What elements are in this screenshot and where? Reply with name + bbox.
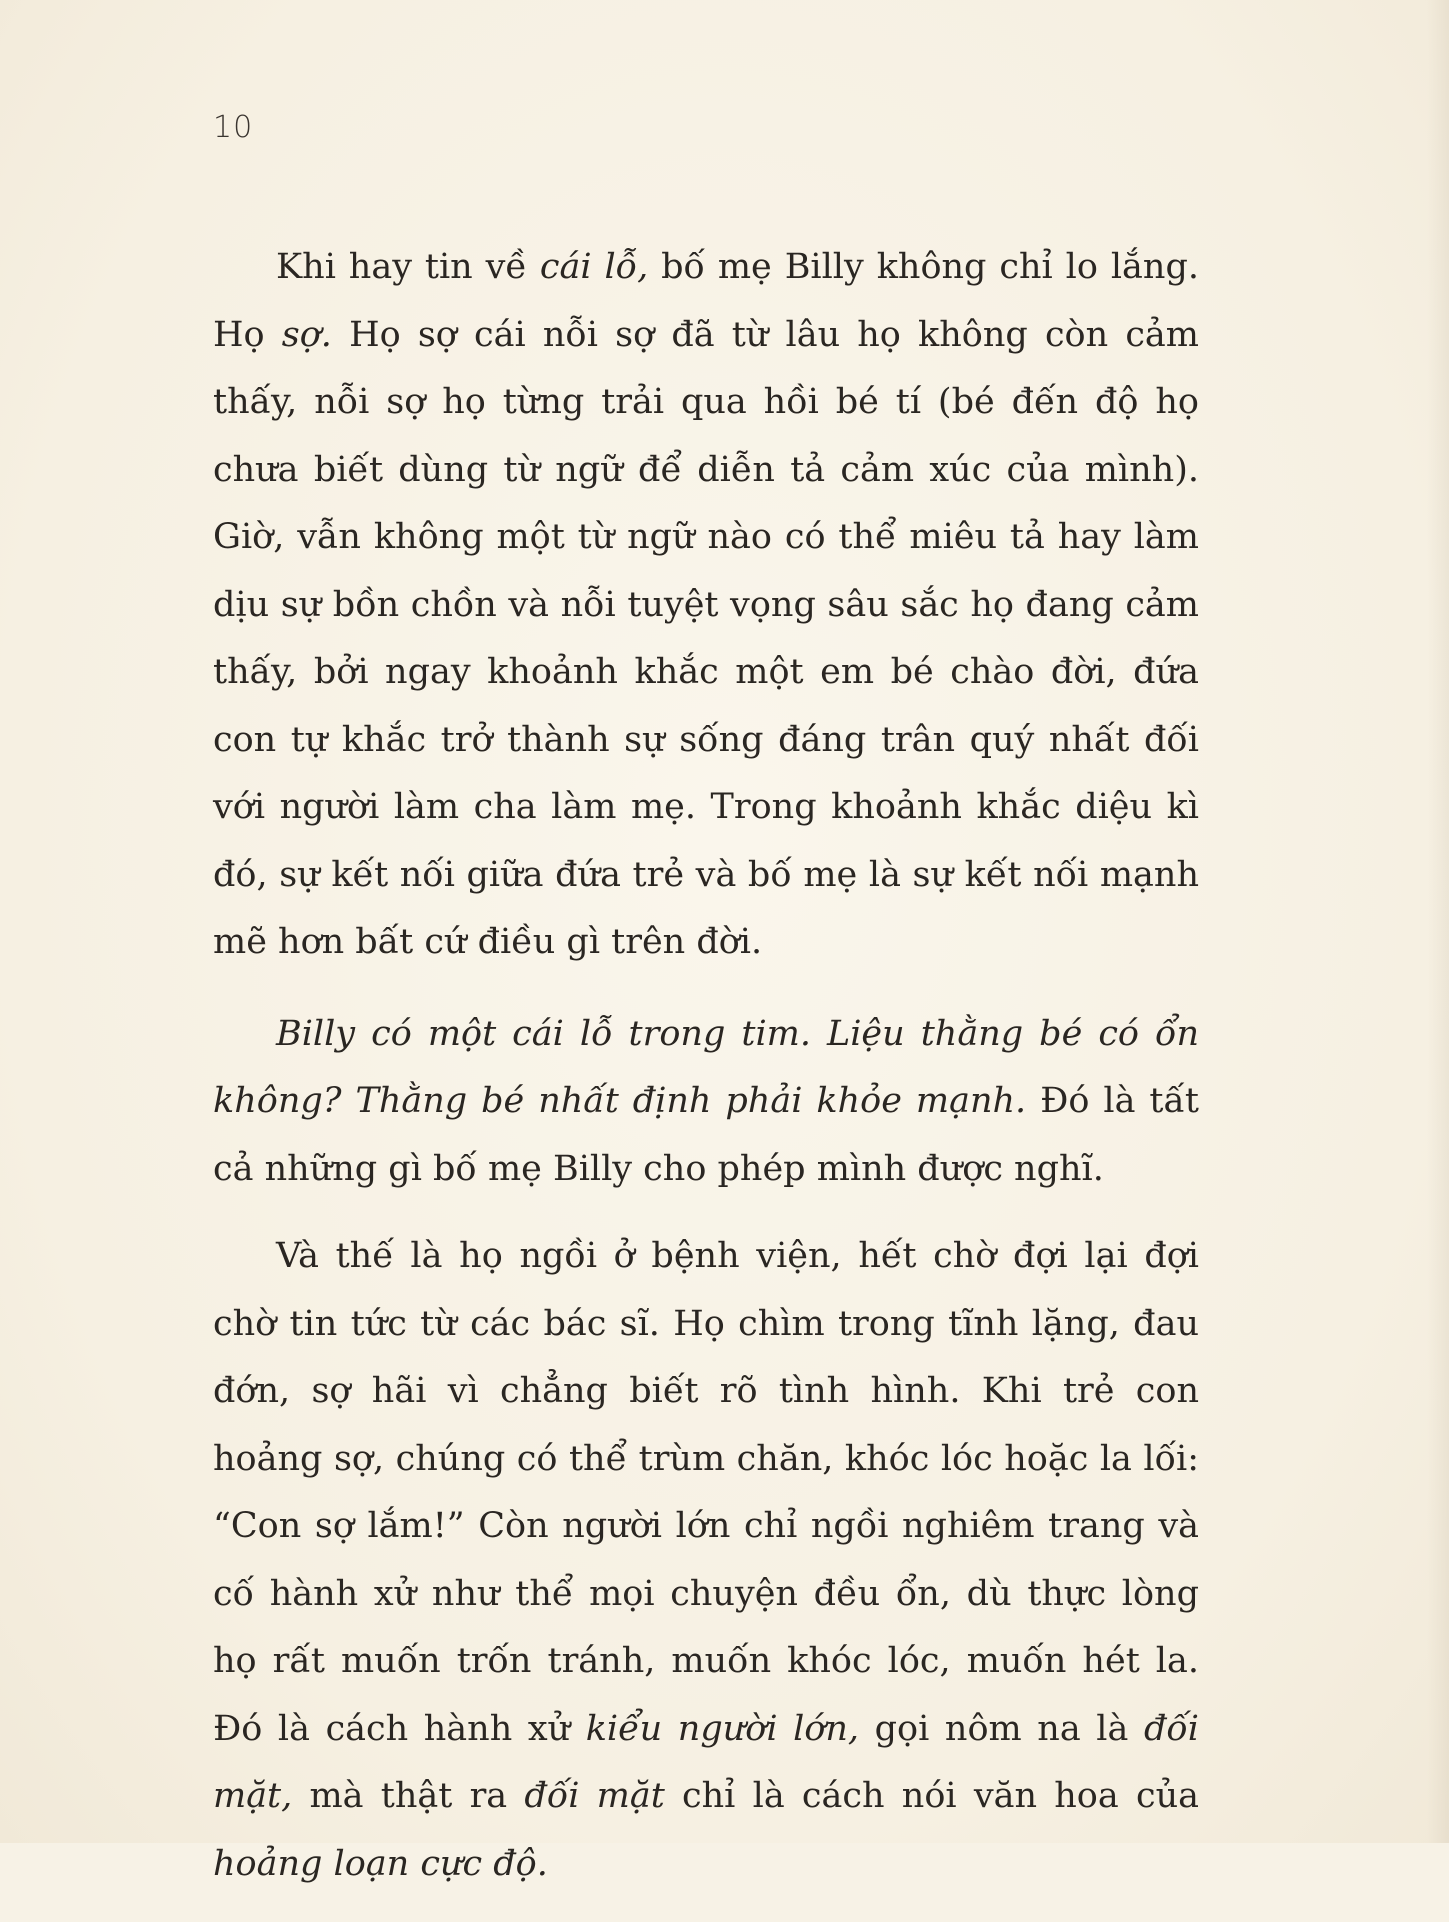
paragraph-2 (213, 1001, 1199, 1204)
italic-run: đối mặt (524, 1776, 665, 1816)
italic-run: sợ. (281, 314, 332, 355)
text-run: chỉ là cách nói văn hoa của (664, 1776, 1199, 1816)
text-run: Họ sợ cái nỗi sợ đã từ lâu họ không còn cảm thấy, nỗi sợ họ từng trải qua hồi bé tí (bé đến độ họ chưa biết dùng từ ngữ để diễn tả cảm xúc của mình). Giờ, vẫn không một từ ngữ nào có thể miêu tả hay làm dịu sự bồn chồn và nỗi tuyệt vọng sâu sắc họ đang cảm thấy, bởi ngay khoảnh khắc một em bé chào đời, đứa con tự khắc trở thành sự sống đáng trân quý nhất đối với người làm cha làm mẹ. Trong khoảnh khắc diệu kì đó, sự kết nối giữa đứa trẻ và bố mẹ là sự kết nối mạnh mẽ hơn bất cứ điều gì trên đời. (213, 314, 1199, 962)
text-run: gọi nôm na là (859, 1708, 1144, 1749)
text-run: mà thật ra (292, 1776, 525, 1816)
italic-run: cái lỗ, (539, 247, 649, 287)
page-number: 10 (213, 110, 254, 145)
italic-run: đối mặt, (213, 1708, 1199, 1816)
text-run: Đó là tất cả những gì bố mẹ Billy cho phép mình được nghĩ. (213, 1081, 1199, 1189)
italic-run: hoảng loạn cực độ. (213, 1843, 548, 1884)
text-run: bố mẹ Billy không chỉ lo lắng. Họ (213, 247, 1199, 355)
italic-run: kiểu người lớn, (585, 1708, 860, 1749)
text-run: Và thế là họ ngồi ở bệnh viện, hết chờ đợi lại đợi chờ tin tức từ các bác sĩ. Họ chìm trong tĩnh lặng, đau đớn, sợ hãi vì chẳng biết rõ tình hình. Khi trẻ con hoảng sợ, chúng có thể trùm chăn, khóc lóc hoặc la lối: “Con sợ lắm!” Còn người lớn chỉ ngồi nghiêm trang và cố hành xử như thể mọi chuyện đều ổn, dù thực lòng họ rất muốn trốn tránh, muốn khóc lóc, muốn hét la. Đó là cách hành xử (213, 1236, 1199, 1749)
paragraph-1 (213, 234, 1199, 977)
paragraph-3 (213, 1223, 1199, 1898)
page-edge-shadow (1427, 0, 1449, 1843)
italic-run: Billy có một cái lỗ trong tim. Liệu thằng bé có ổn không? Thằng bé nhất định phải khỏe mạnh. (213, 1013, 1199, 1121)
body-text (213, 234, 1199, 1922)
text-run: Khi hay tin về (276, 247, 540, 287)
